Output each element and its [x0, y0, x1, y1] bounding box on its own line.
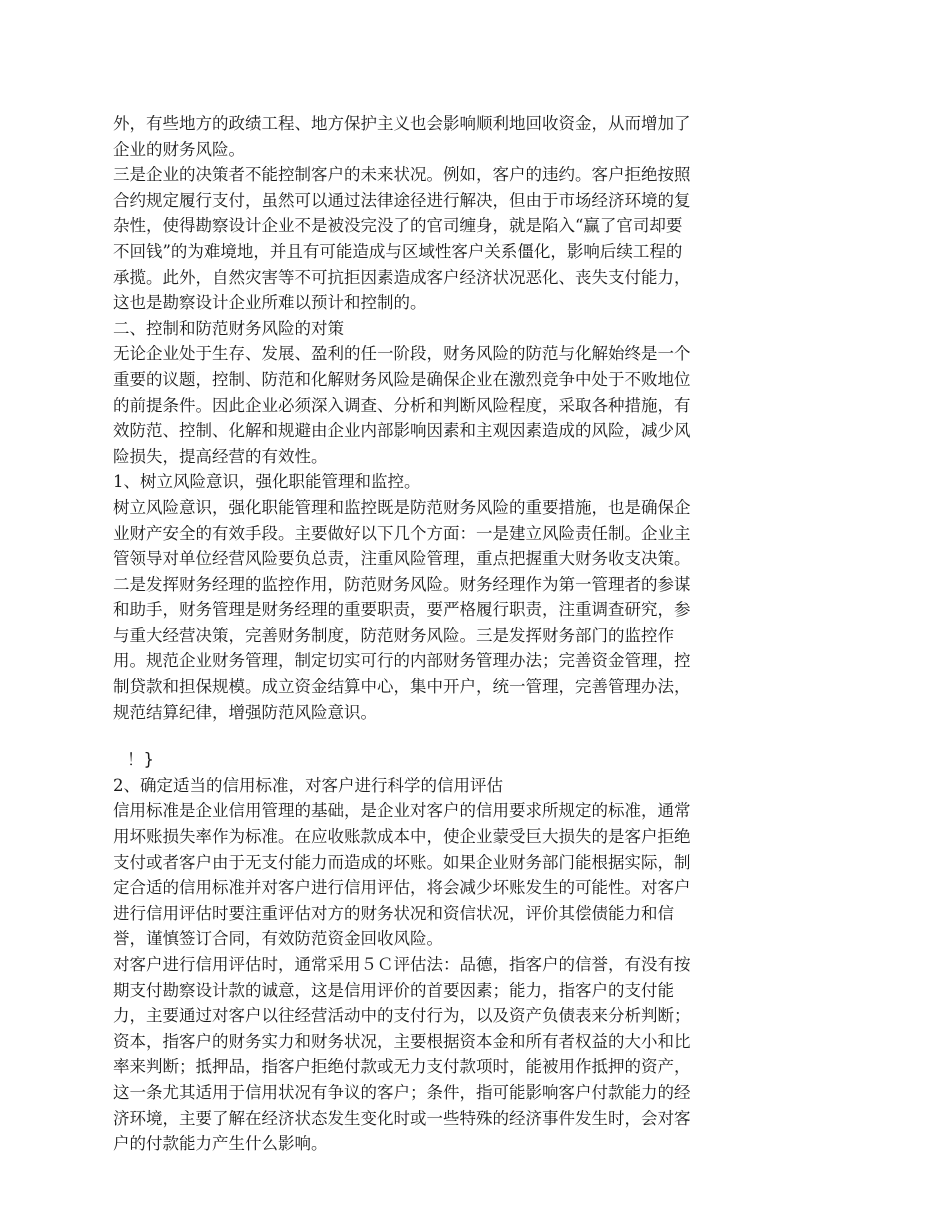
- text-line: 用坏账损失率作为标准。在应收账款成本中，使企业蒙受巨大损失的是客户拒绝: [113, 827, 691, 847]
- text-line: 险损失，提高经营的有效性。: [113, 446, 328, 466]
- text-line: 与重大经营决策，完善财务制度，防范财务风险。三是发挥财务部门的监控作: [113, 625, 674, 645]
- text-line: 率来判断；抵押品，指客户拒绝付款或无力支付款项时，能被用作抵押的资产，: [113, 1057, 691, 1077]
- text-line: 定合适的信用标准并对客户进行信用评估，将会减少坏账发生的可能性。对客户: [113, 878, 691, 898]
- subsection-heading: 2、确定适当的信用标准，对客户进行科学的信用评估: [113, 775, 503, 795]
- text-line: 进行信用评估时要注重评估对方的财务状况和资信状况，评价其偿债能力和信: [113, 903, 674, 923]
- text-line: 不回钱”的为难境地，并且有可能造成与区域性客户关系僵化，影响后续工程的: [113, 241, 683, 261]
- subsection-heading: 1、树立风险意识，强化职能管理和监控。: [113, 472, 421, 492]
- text-line: 和助手，财务管理是财务经理的重要职责，要严格履行职责，注重调查研究，参: [113, 600, 691, 620]
- text-line: 重要的议题，控制、防范和化解财务风险是确保企业在激烈竞争中处于不败地位: [113, 369, 691, 389]
- text-line: 这也是勘察设计企业所难以预计和控制的。: [113, 293, 427, 313]
- text-line: 对客户进行信用评估时，通常采用５Ｃ评估法：品德，指客户的信誉，有没有按: [113, 955, 691, 974]
- section-heading: 二、控制和防范财务风险的对策: [113, 318, 344, 338]
- text-line: 三是企业的决策者不能控制客户的未来状况。例如，客户的违约。客户拒绝按照: [113, 165, 691, 185]
- text-line: 业财产安全的有效手段。主要做好以下几个方面：一是建立风险责任制。企业主: [113, 523, 691, 543]
- text-line: 支付或者客户由于无支付能力而造成的坏账。如果企业财务部门能根据实际，制: [113, 852, 691, 872]
- text-line: 杂性，使得勘察设计企业不是被没完没了的官司缠身，就是陷入“赢了官司却要: [113, 216, 683, 236]
- text-line: 二是发挥财务经理的监控作用，防范财务风险。财务经理作为第一管理者的参谋: [113, 574, 691, 594]
- text-line: 承揽。此外，自然灾害等不可抗拒因素造成客户经济状况恶化、丧失支付能力，: [113, 267, 691, 287]
- text-line: 济环境，主要了解在经济状态发生变化时或一些特殊的经济事件发生时，会对客: [113, 1108, 691, 1128]
- text-line: 制贷款和担保规模。成立资金结算中心，集中开户，统一管理，完善管理办法，: [113, 677, 691, 697]
- stray-mark: ！}: [127, 750, 154, 770]
- text-line: 管领导对单位经营风险要负总责，注重风险管理，重点把握重大财务收支决策。: [113, 549, 691, 569]
- text-line: 用。规范企业财务管理，制定切实可行的内部财务管理办法；完善资金管理，控: [113, 651, 691, 671]
- text-line: 合约规定履行支付，虽然可以通过法律途径进行解决，但由于市场经济环境的复: [113, 190, 691, 210]
- text-line: 企业的财务风险。: [113, 139, 245, 159]
- text-line: 外，有些地方的政绩工程、地方保护主义也会影响顺利地回收资金，从而增加了: [113, 114, 691, 133]
- text-line: 力，主要通过对客户以往经营活动中的支付行为，以及资产负债表来分析判断；: [113, 1006, 691, 1026]
- text-line: 资本，指客户的财务实力和财务状况，主要根据资本金和所有者权益的大小和比: [113, 1031, 691, 1051]
- text-line: 期支付勘察设计款的诚意，这是信用评价的首要因素；能力，指客户的支付能: [113, 980, 674, 1000]
- text-line: 树立风险意识，强化职能管理和监控既是防范财务风险的重要措施，也是确保企: [113, 497, 691, 517]
- text-line: 的前提条件。因此企业必须深入调查、分析和判断风险程度，采取各种措施，有: [113, 395, 691, 415]
- spacer: [113, 725, 768, 747]
- text-line: 这一条尤其适用于信用状况有争议的客户；条件，指可能影响客户付款能力的经: [113, 1082, 691, 1102]
- text-line: 效防范、控制、化解和规避由企业内部影响因素和主观因素造成的风险，减少风: [113, 421, 691, 441]
- text-line: 誉，谨慎签订合同，有效防范资金回收风险。: [113, 929, 443, 949]
- text-line: 信用标准是企业信用管理的基础，是企业对客户的信用要求所规定的标准，通常: [113, 801, 691, 821]
- text-line: 无论企业处于生存、发展、盈利的任一阶段，财务风险的防范与化解始终是一个: [113, 344, 691, 364]
- text-line: 户的付款能力产生什么影响。: [113, 1134, 328, 1154]
- document-body: [113, 111, 768, 1157]
- text-line: 规范结算纪律，增强防范风险意识。: [113, 702, 377, 722]
